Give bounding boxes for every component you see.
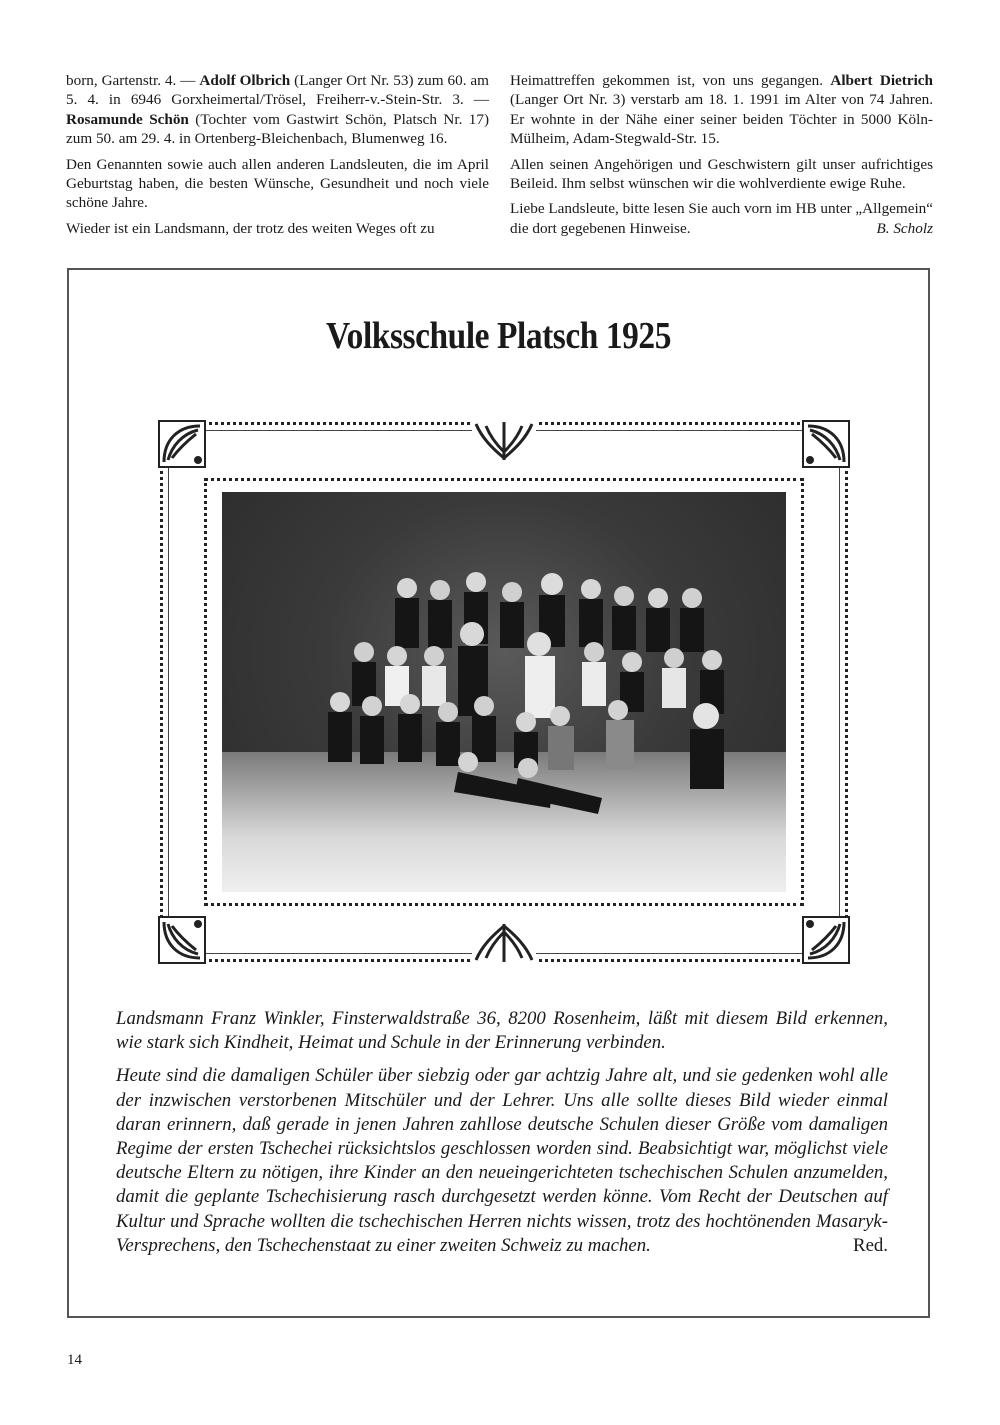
photo-feature-box <box>67 268 930 1318</box>
notice-paragraph <box>510 199 933 238</box>
caption-paragraph-1: Landsmann Franz Winkler, Finsterwaldstraße 36, 8200 Rosenheim, läßt mit diesem Bild erkennen, wie stark sich Kindheit, Heimat und Schule in der Erinnerung verbinden. <box>116 1008 888 1054</box>
birthday-paragraph <box>66 71 489 149</box>
condolence-paragraph: Allen seinen Angehörigen und Geschwistern gilt unser aufrichtiges Beileid. Ihm selbst wünschen wir die wohlverdiente ewige Ruhe. <box>510 155 933 193</box>
text-span: born, Gartenstr. 4. — <box>66 72 200 89</box>
text-span: Heimattreffen gekommen ist, von uns gegangen. <box>510 72 831 89</box>
signature-scholz: B. Scholz <box>876 219 933 237</box>
wishes-paragraph: Den Genannten sowie auch allen anderen Landsleuten, die im April Geburtstag haben, die besten Wünsche, Gesundheit und noch viele schöne Jahre. <box>66 155 489 212</box>
right-column <box>510 71 933 244</box>
corner-ornament-icon <box>802 420 850 468</box>
signature-red: Red. <box>853 1234 888 1256</box>
text-span: (Tochter vom Gastwirt Schön, Platsch Nr. 17) zum 50. am 29. 4. in Ortenberg-Bleichenbach, Blumenweg 16. <box>66 110 489 148</box>
corner-ornament-icon <box>158 420 206 468</box>
obituary-start-paragraph: Wieder ist ein Landsmann, der trotz des weiten Weges oft zu <box>66 219 435 237</box>
class-photograph <box>222 492 786 892</box>
text-span: (Langer Ort Nr. 53) zum 60. am 5. 4. in 6946 Gorxheimertal/Trösel, Freiherr-v.-Stein-Str. 3. — <box>66 72 489 109</box>
name-dietrich: Albert Dietrich <box>830 72 933 89</box>
fleuron-ornament-icon <box>472 418 536 464</box>
text-span: Liebe Landsleute, bitte lesen Sie auch vorn im HB unter „Allgemein“ die dort gegebenen Hinweise. <box>510 200 934 237</box>
text-span: (Langer Ort Nr. 3) verstarb am 18. 1. 1991 im Alter von 74 Jahren. Er wohnte in der Nähe einer seiner beiden Töchter in 5000 Köln-Mülheim, Adam-Stegwald-Str. 15. <box>510 91 933 148</box>
obituary-paragraph <box>510 71 933 149</box>
caption-text: Heute sind die damaligen Schüler über siebzig oder gar achtzig Jahre alt, und sie gedenken wohl alle der inzwischen verstorbenen Mitschüler und der Lehrer. Uns alle sollte dieses Bild wieder einmal daran erinnern, daß gerade in jenen Jahren zahllose deutsche Schulen dieser Größe vom damaligen Regime der ersten Tschechei rücksichtslos geschlossen worden sind. Beabsichtigt war, möglichst viele deutsche Eltern zu nötigen, ihre Kinder an den neueingerichteten tschechischen Schulen anzumelden, damit die geplante Tschechisierung rasch durchgesetzt werden könne. Vom Recht der Deutschen auf Kultur und Sprache wollten die tschechischen Herren nichts wissen, trotz des hochtönenden Masaryk-Versprechens, den Tschechenstaat zu einer zweiten Schweiz zu machen. <box>116 1065 888 1256</box>
name-schoen: Rosamunde Schön <box>66 110 189 128</box>
corner-ornament-icon <box>802 916 850 964</box>
fleuron-ornament-icon <box>472 920 536 966</box>
page-number: 14 <box>67 1352 82 1368</box>
photo-caption <box>116 1007 888 1267</box>
name-olbrich: Adolf Olbrich <box>199 72 291 89</box>
ornamental-photo-frame <box>160 422 848 962</box>
schoolchildren-figures-icon <box>222 492 786 892</box>
left-column <box>66 71 489 244</box>
feature-title: Volksschule Platsch 1925 <box>326 315 671 357</box>
corner-ornament-icon <box>158 916 206 964</box>
caption-paragraph-2 <box>116 1064 888 1258</box>
